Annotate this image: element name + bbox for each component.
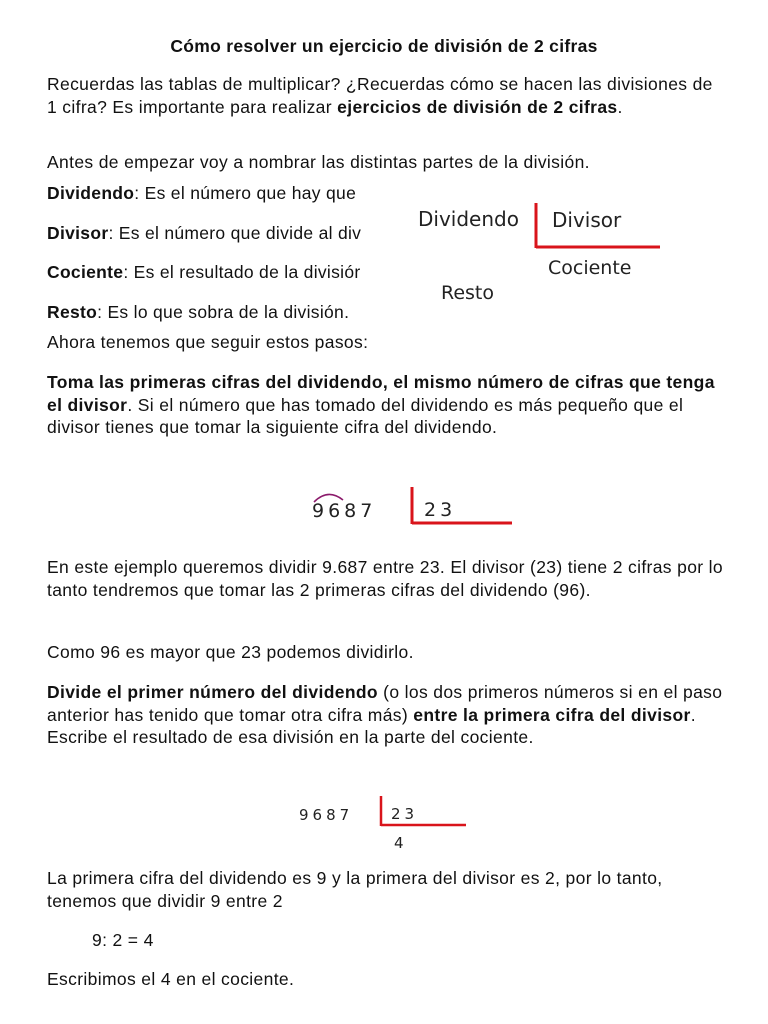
equation: 9: 2 = 4 xyxy=(92,930,154,950)
step1-paragraph xyxy=(47,371,727,439)
diagram-cociente-label: Cociente xyxy=(548,257,632,279)
step1-bold: Toma las primeras cifras del dividendo, el mismo número de cifras que tenga el divisor xyxy=(47,372,715,415)
step2-paragraph xyxy=(47,681,727,749)
parts-intro: Antes de empezar voy a nombrar las distintas partes de la división. xyxy=(47,152,590,172)
term-dividendo: Dividendo xyxy=(47,183,135,203)
intro-text: Recuerdas las tablas de multiplicar? ¿Recuerdas cómo se hacen las divisiones de 1 cifra? Es importante para realizar xyxy=(47,74,713,117)
conclusion-paragraph: Escribimos el 4 en el cociente. xyxy=(47,969,295,989)
diagram-resto-label: Resto xyxy=(441,282,495,304)
definition-cociente xyxy=(47,262,399,283)
definition-dividendo xyxy=(47,183,399,204)
step2-bold-1: Divide el primer número del dividendo xyxy=(47,682,378,702)
diagram-divisor-label: Divisor xyxy=(552,208,622,232)
division-figure-1 xyxy=(300,482,520,532)
compare-paragraph: Como 96 es mayor que 23 podemos dividirlo. xyxy=(47,642,414,662)
page-title: Cómo resolver un ejercicio de división de 2 cifras xyxy=(170,36,598,56)
definition-resto xyxy=(47,302,407,323)
term-divisor: Divisor xyxy=(47,223,109,243)
division-figure-2 xyxy=(290,790,480,855)
division-parts-diagram xyxy=(410,195,670,310)
intro-end: . xyxy=(617,96,623,117)
desc-resto: : Es lo que sobra de la división. xyxy=(97,302,350,322)
first-digit-paragraph: La primera cifra del dividendo es 9 y la primera del divisor es 2, por lo tanto, tenemos que dividir 9 entre 2 xyxy=(47,868,663,911)
step2-text-1: (o los dos primeros números si en el paso anterior has tenido que tomar otra cifra más) xyxy=(47,682,723,725)
example-paragraph: En este ejemplo queremos dividir 9.687 entre 23. El divisor (23) tiene 2 cifras por lo tanto tendremos que tomar las 2 primeras cifras del dividendo (96). xyxy=(47,557,723,600)
figure2-quotient: 4 xyxy=(394,834,408,852)
step2-bold-2: entre la primera cifra del divisor xyxy=(413,704,691,725)
step1-text: . Si el número que has tomado del dividendo es más pequeño que el divisor tienes que tomar la siguiente cifra del dividendo. xyxy=(47,394,684,437)
step2-text-2: . Escribe el resultado de esa división en la parte del cociente. xyxy=(47,704,696,747)
desc-dividendo: : Es el número que hay que xyxy=(134,183,357,203)
figure2-divisor: 23 xyxy=(391,805,419,823)
figure1-divisor: 23 xyxy=(424,499,457,521)
term-resto: Resto xyxy=(47,302,98,322)
term-cociente: Cociente xyxy=(47,262,124,282)
intro-bold: ejercicios de división de 2 cifras xyxy=(337,96,618,117)
figure2-dividend: 9687 xyxy=(299,806,354,824)
steps-intro: Ahora tenemos que seguir estos pasos: xyxy=(47,332,369,352)
desc-divisor: : Es el número que divide al div xyxy=(108,223,362,243)
figure1-dividend: 9687 xyxy=(312,500,377,522)
intro-paragraph xyxy=(47,73,727,118)
definition-divisor xyxy=(47,223,399,244)
desc-cociente: : Es el resultado de la divisiór xyxy=(123,262,361,282)
diagram-dividendo-label: Dividendo xyxy=(418,207,519,231)
